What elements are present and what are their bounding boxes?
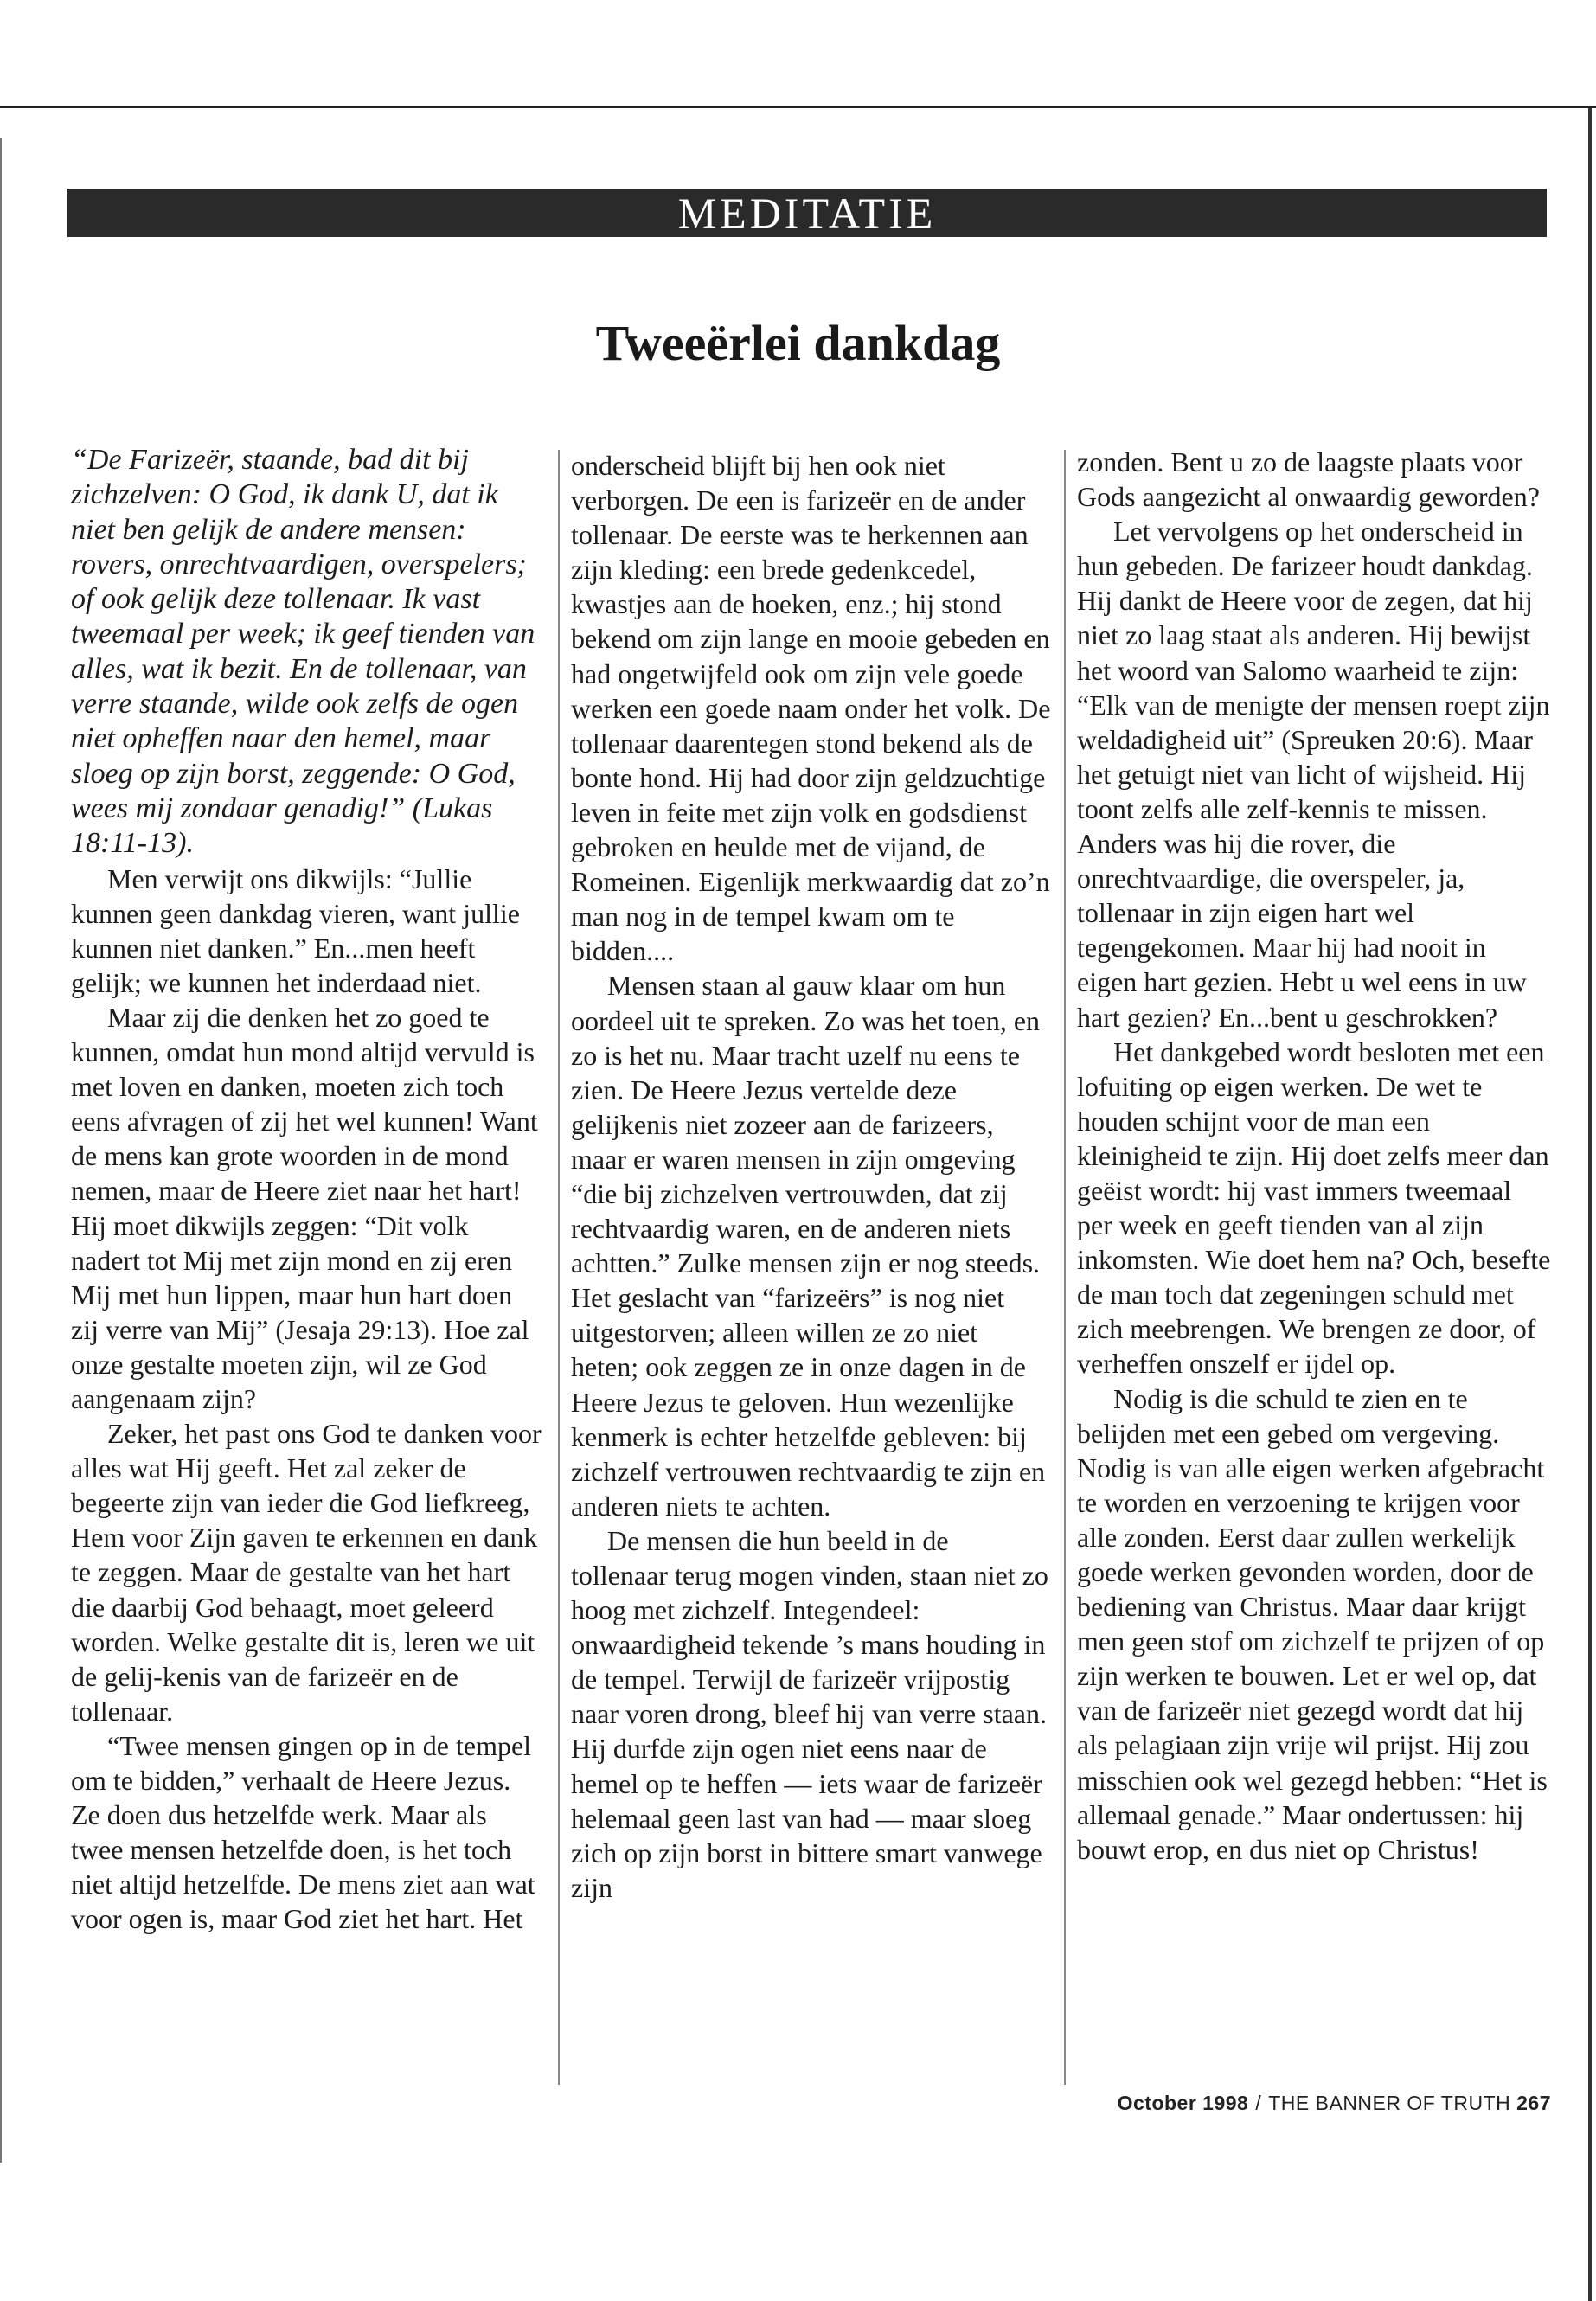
paragraph: onderscheid blijft bij hen ook niet verborgen. De een is farizeër en de ander tollenaar. De eerste was te herkennen aan zijn kleding: een brede gedenkcedel, kwastjes aan de hoeken, enz.; hij stond bekend om zijn lange en mooie gebeden en had ongetwijfeld ook om zijn vele goede werken een goede naam onder het volk. De tollenaar daarentegen stond bekend als de bonte hond. Hij had door zijn geldzuchtige leven in feite met zijn volk en godsdienst gebroken en heulde met de vijand, de Romeinen. Eigenlijk merkwaardig dat zo’n man nog in de tempel kwam om te bidden.... [571, 450, 1051, 967]
paragraph: Mensen staan al gauw klaar om hun oordeel uit te spreken. Zo was het toen, en zo is het nu. Maar tracht uzelf nu eens te zien. De Heere Jezus vertelde deze gelijkenis niet zozeer aan de farizeers, maar er waren mensen in zijn omgeving “die bij zichzelven vertrouwden, dat zij rechtvaardig waren, en de anderen niets achtten.” Zulke mensen zijn er nog steeds. Het geslacht van “farizeërs” is nog niet uitgestorven; alleen willen ze zo niet heten; ook zeggen ze in onze dagen in de Heere Jezus te geloven. Hun wezenlijke kenmerk is echter hetzelfde gebleven: bij zichzelf vertrouwen rechtvaardig te zijn en anderen niets te achten. [571, 970, 1046, 1522]
paragraph: “Twee mensen gingen op in de tempel om te bidden,” verhaalt de Heere Jezus. Ze doen dus hetzelfde werk. Maar als twee mensen hetzelfde doen, is het toch niet altijd hetzelfde. De mens ziet aan wat voor ogen is, maar God ziet het hart. Het [71, 1729, 535, 1935]
page-number: 267 [1516, 2092, 1551, 2114]
paragraph: zonden. Bent u zo de laagste plaats voor Gods aangezicht al onwaardig geworden? [1077, 446, 1540, 513]
issue-date: October 1998 [1117, 2092, 1249, 2114]
publication-name: THE BANNER OF TRUTH [1268, 2092, 1511, 2114]
paragraph: Let vervolgens op het onderscheid in hun gebeden. De farizeer houdt dankdag. Hij dankt de Heere voor de zegen, dat hij niet zo laag staat als anderen. Hij bewijst het woord van Salomo waarheid te zijn: “Elk van de menigte der mensen roept zijn weldadigheid uit” (Spreuken 20:6). Maar het getuigt niet van licht of wijsheid. Hij toont zelfs alle zelf-kennis te missen. Anders was hij die rover, die onrechtvaardige, die overspeler, ja, tollenaar in zijn eigen hart wel tegengekomen. Maar hij had nooit in eigen hart gezien. Hebt u wel eens in uw hart gezien? En...bent u geschrokken? [1077, 516, 1550, 1033]
column-2 [571, 448, 1051, 1905]
paragraph: Nodig is die schuld te zien en te belijden met een gebed om vergeving. Nodig is van alle eigen werken afgebracht te worden en verzoening te krijgen voor alle zonden. Eerst daar zullen werkelijk goede werken gevonden worden, door de bediening van Christus. Maar daar krijgt men geen stof om zichzelf te prijzen of op zijn werken te bouwen. Let er wel op, dat van de farizeër niet gezegd wordt dat hij als pelagiaan zijn vrije wil prijst. Hij zou misschien ook wel gezegd hebben: “Het is allemaal genade.” Maar ondertussen: hij bouwt erop, en dus niet op Christus! [1077, 1382, 1548, 1865]
column-1 [71, 443, 542, 1936]
column-3 [1077, 445, 1551, 1867]
paragraph: Maar zij die denken het zo goed te kunnen, omdat hun mond altijd vervuld is met loven en danken, moeten zich toch eens afvragen of zij het wel kunnen! Want de mens kan grote woorden in de mond nemen, maar de Heere ziet naar het hart! Hij moet dikwijls zeggen: “Dit volk nadert tot Mij met zijn mond en zij eren Mij met hun lippen, maar hun hart doen zij verre van Mij” (Jesaja 29:13). Hoe zal onze gestalte moeten zijn, wil ze God aangenaam zijn? [71, 1001, 538, 1414]
paragraph: De mensen die hun beeld in de tollenaar terug mogen vinden, staan niet zo hoog met zichzelf. Integendeel: onwaardigheid tekende ’s mans houding in de tempel. Terwijl de farizeër vrijpostig naar voren drong, bleef hij van verre staan. Hij durfde zijn ogen niet eens naar de hemel op te heffen — iets waar de farizeër helemaal geen last van had — maar sloeg zich op zijn borst in bittere smart vanwege zijn [571, 1524, 1048, 1903]
page-left-edge [0, 138, 2, 2163]
paragraph: Het dankgebed wordt besloten met een lofuiting op eigen werken. De wet te houden schijnt voor de man een kleinigheid te zijn. Hij doet zelfs meer dan geëist wordt: hij vast immers tweemaal per week en geeft tienden van al zijn inkomsten. Wie doet hem na? Och, besefte de man toch dat zegeningen schuld met zich meebrengen. We brengen ze door, of verheffen onszelf er ijdel op. [1077, 1035, 1551, 1380]
top-rule [0, 106, 1596, 108]
column-divider-1 [558, 450, 560, 2085]
footer-separator: / [1255, 2092, 1262, 2114]
page-footer [891, 2092, 1551, 2115]
page-right-edge [1588, 108, 1592, 2301]
section-banner: MEDITATIE [67, 189, 1547, 237]
column-divider-2 [1064, 450, 1066, 2085]
paragraph: Zeker, het past ons God te danken voor alles wat Hij geeft. Het zal zeker de begeerte zijn van ieder die God liefkreeg, Hem voor Zijn gaven te erkennen en dank te zeggen. Maar de gestalte van het hart die daarbij God behaagt, moet geleerd worden. Welke gestalte dit is, leren we uit de gelij-kenis van de farizeër en de tollenaar. [71, 1418, 542, 1727]
article-title: Tweeërlei dankdag [595, 315, 1001, 371]
scripture-quote: “De Farizeër, staande, bad dit bij zichzelven: O God, ik dank U, dat ik niet ben gelijk de andere mensen: rovers, onrechtvaardigen, overspelers; of ook gelijk deze tollenaar. Ik vast tweemaal per week; ik geef tienden van alles, wat ik bezit. En de tollenaar, van verre staande, wilde ook zelfs de ogen niet opheffen naar den hemel, maar sloeg op zijn borst, zeggende: O God, wees mij zondaar genadig!” (Lukas 18:11-13). [71, 444, 535, 860]
paragraph: Men verwijt ons dikwijls: “Jullie kunnen geen dankdag vieren, want jullie kunnen niet danken.” En...men heeft gelijk; we kunnen het inderdaad niet. [71, 862, 520, 998]
